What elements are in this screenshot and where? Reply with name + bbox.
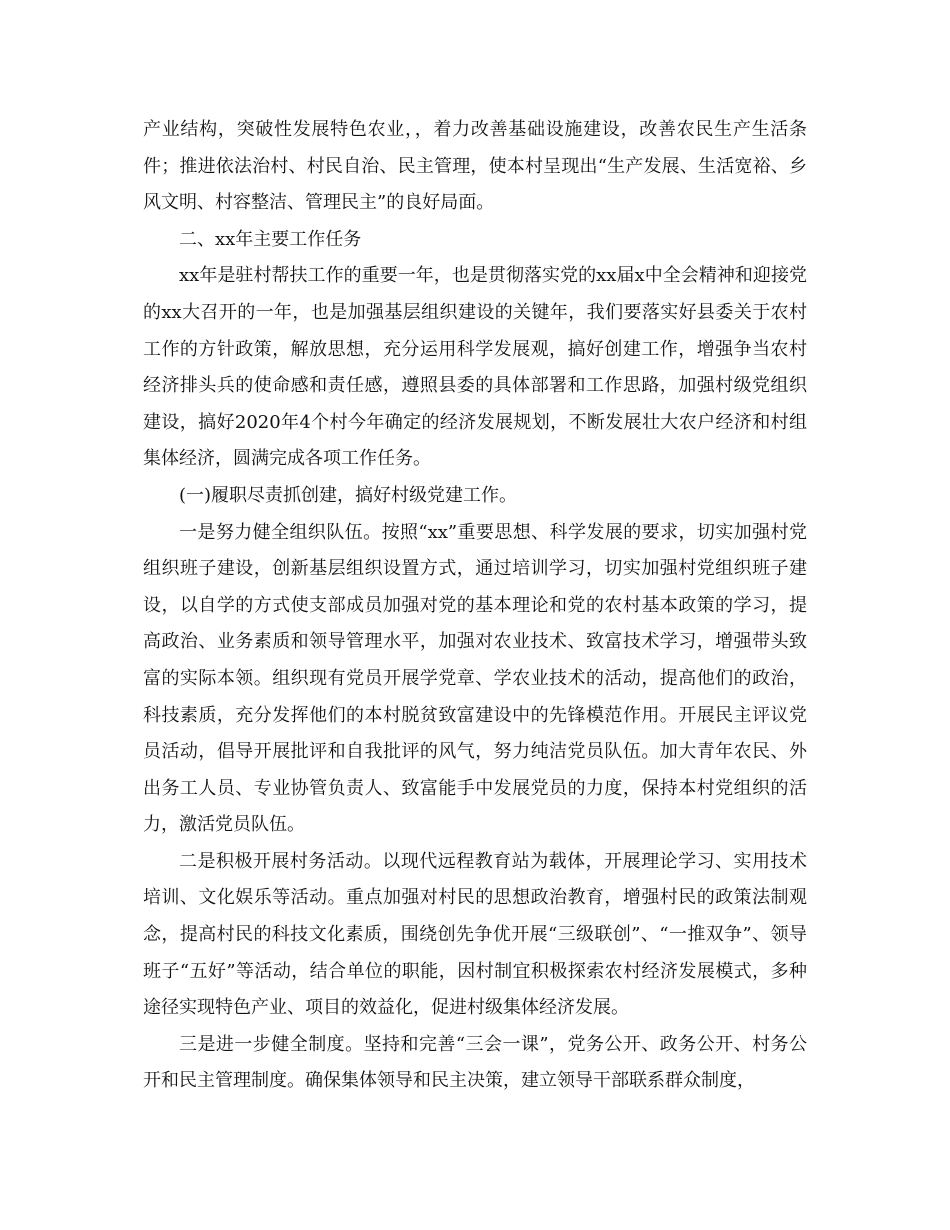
paragraph-6: 二是积极开展村务活动。以现代远程教育站为载体，开展理论学习、实用技术培训、文化娱乐等活动。重点加强对村民的思想政治教育，增强村民的政策法制观念，提高村民的科技文化素质，围绕创先争优开展“三级联创”、“一推双争”、领导班子“五好”等活动，结合单位的职能，因村制宜积极探索农村经济发展模式，多种途径实现特色产业、项目的效益化，促进村级集体经济发展。	[143, 850, 807, 1019]
paragraph-3: xx年是驻村帮扶工作的重要一年，也是贯彻落实党的xx届x中全会精神和迎接党的xx大召开的一年，也是加强基层组织建设的关键年，我们要落实好县委关于农村工作的方针政策，解放思想，充分运用科学发展观，搞好创建工作，增强争当农村经济排头兵的使命感和责任感，遵照县委的具体部署和工作思路，加强村级党组织建设，搞好2020年4个村今年确定的经济发展规划，不断发展壮大农户经济和村组集体经济，圆满完成各项工作任务。	[143, 265, 807, 470]
paragraph-1: 产业结构，突破性发展特色农业，，着力改善基础设施建设，改善农民生产生活条件；推进依法治村、村民自治、民主管理，使本村呈现出“生产发展、生活宽裕、乡风文明、村容整洁、管理民主”的良好局面。	[143, 119, 807, 214]
paragraph-7: 三是进一步健全制度。坚持和完善“三会一课”，党务公开、政务公开、村务公开和民主管理制度。确保集体领导和民主决策，建立领导干部联系群众制度，	[143, 1033, 807, 1092]
subsection-heading-party-building: (一)履职尽责抓创建，搞好村级党建工作。	[179, 484, 518, 506]
section-heading-main-tasks: 二、xx年主要工作任务	[179, 228, 362, 250]
document-body	[143, 112, 807, 1100]
paragraph-5: 一是努力健全组织队伍。按照“xx”重要思想、科学发展的要求，切实加强村党组织班子建设，创新基层组织设置方式，通过培训学习，切实加强村党组织班子建设，以自学的方式使支部成员加强对党的基本理论和党的农村基本政策的学习，提高政治、业务素质和领导管理水平，加强对农业技术、致富技术学习，增强带头致富的实际本领。组织现有党员开展学党章、学农业技术的活动，提高他们的政治，科技素质，充分发挥他们的本村脱贫致富建设中的先锋模范作用。开展民主评议党员活动，倡导开展批评和自我批评的风气，努力纯洁党员队伍。加大青年农民、外出务工人员、专业协管负责人、致富能手中发展党员的力度，保持本村党组织的活力，激活党员队伍。	[143, 521, 807, 836]
